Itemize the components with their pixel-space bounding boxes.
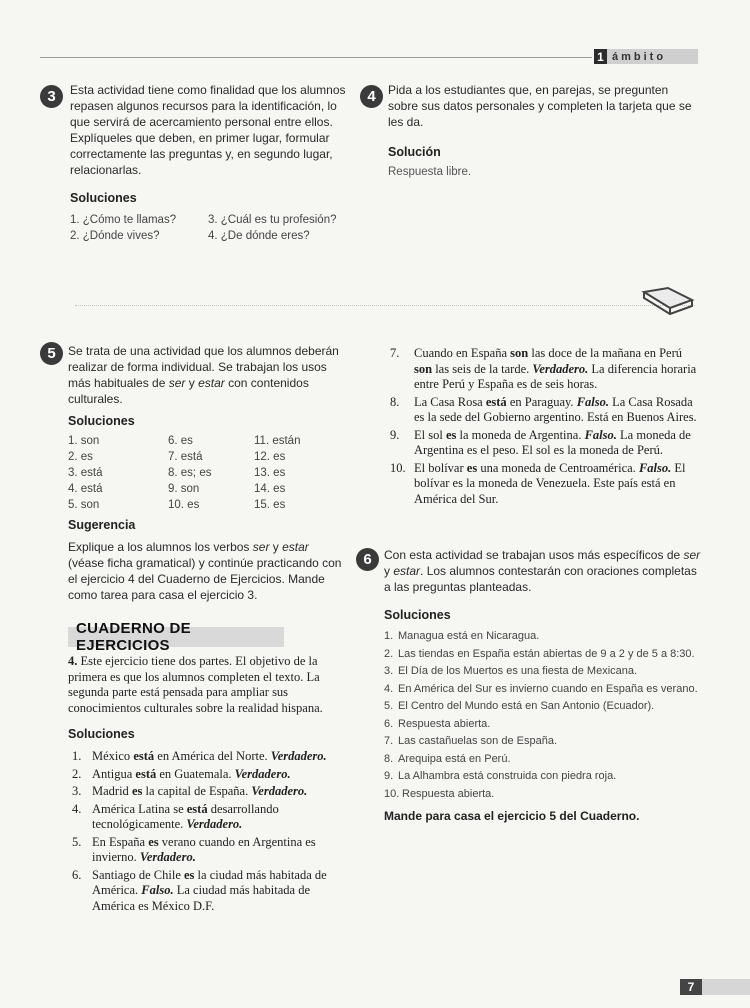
- activity-6: [384, 547, 702, 824]
- item-text: Madrid: [92, 784, 132, 798]
- item-verb: está: [133, 749, 155, 763]
- item-verdict: Falso.: [141, 883, 174, 897]
- list-number: 3.: [384, 665, 394, 677]
- item-verb: son: [414, 361, 433, 376]
- item-verdict: Falso.: [576, 394, 609, 409]
- list-text: El Centro del Mundo está en San Antonio (Ecuador).: [398, 700, 655, 712]
- activity-badge-6: 6: [356, 548, 379, 571]
- solution-item: [384, 647, 702, 663]
- item-text: desarrollando tecnológicamente.: [92, 801, 279, 831]
- list-item: [72, 835, 342, 866]
- list-item: [72, 868, 342, 915]
- cuaderno-title: CUADERNO DE EJERCICIOS: [68, 627, 284, 647]
- list-number: 5.: [72, 834, 82, 849]
- solution-item: 4. ¿De dónde eres?: [208, 230, 310, 242]
- list-text: [92, 767, 291, 783]
- item-verdict: Verdadero.: [234, 766, 291, 781]
- item-text: Antigua: [92, 766, 136, 781]
- list-item: [72, 784, 342, 800]
- solution-item: 8. es; es: [168, 467, 212, 479]
- list-item: [390, 428, 700, 459]
- list-number: 4.: [384, 682, 394, 695]
- intro-estar: estar: [393, 564, 421, 578]
- list-number: 9.: [390, 427, 400, 442]
- list-number: 8.: [390, 394, 400, 409]
- activity-3-solutions: [70, 212, 346, 244]
- book-icon: [640, 286, 698, 320]
- header-rule: [40, 57, 592, 58]
- activity-5-solutions: [68, 433, 346, 513]
- item-text: las seis de la tarde.: [432, 361, 533, 376]
- solution-item: 11. están: [254, 435, 301, 447]
- item-verb: está: [135, 766, 157, 781]
- item-text: en Guatemala.: [156, 766, 235, 781]
- list-text: [92, 835, 342, 866]
- list-number: 7.: [390, 346, 400, 360]
- intro-text: Con esta actividad se trabajan usos más específicos de: [384, 548, 684, 562]
- item-text: El sol: [414, 427, 446, 442]
- solution-item: 14. es: [254, 483, 286, 495]
- sugerencia-ser: ser: [252, 540, 270, 554]
- item-text: la moneda de Argentina.: [456, 427, 585, 442]
- solution-item: 12. es: [254, 451, 286, 463]
- solution-item: [384, 752, 702, 768]
- section-divider: [75, 305, 695, 306]
- solution-item: 9. son: [168, 483, 200, 495]
- item-verdict: Verdadero.: [270, 749, 327, 763]
- item-verb: está: [186, 801, 208, 816]
- solution-item: 2. ¿Dónde vives?: [70, 230, 160, 242]
- item-verb: es: [466, 460, 478, 475]
- item-text: México: [92, 749, 134, 763]
- solution-item: [384, 629, 702, 645]
- list-number: 8.: [384, 752, 394, 765]
- list-text: Arequipa está en Perú.: [398, 752, 511, 765]
- item-text: la capital de España.: [142, 784, 252, 798]
- item-verb: son: [510, 346, 529, 360]
- list-text: [414, 461, 700, 508]
- list-number: 10.: [384, 787, 400, 800]
- list-text: [414, 395, 700, 426]
- sugerencia-text: (véase ficha gramatical) y continúe practicando con el ejercicio 4 del Cuaderno de Ejercicios. Mande como tarea para casa el ejercicio 3.: [68, 556, 342, 602]
- list-number: 5.: [384, 700, 394, 712]
- item-text: En España: [92, 834, 149, 849]
- item-text: en América del Norte.: [154, 749, 271, 763]
- item-verb: es: [184, 867, 195, 882]
- solution-item: 3. ¿Cuál es tu profesión?: [208, 214, 337, 226]
- list-text: Managua está en Nicaragua.: [398, 630, 540, 642]
- list-number: 1.: [72, 749, 82, 763]
- list-number: 2.: [72, 766, 82, 781]
- solution-item: 2. es: [68, 451, 93, 463]
- activity-6-homework: Mande para casa el ejercicio 5 del Cuaderno.: [384, 809, 640, 823]
- activity-badge-4: 4: [360, 85, 383, 108]
- solution-item: 3. está: [68, 467, 103, 479]
- solution-item: 15. es: [254, 499, 286, 511]
- activity-6-solutions: [384, 629, 702, 802]
- intro-text: . Los alumnos contestarán con oraciones completas a las preguntas planteadas.: [384, 564, 697, 594]
- sugerencia-text: y: [269, 540, 283, 554]
- solution-item: 1. ¿Cómo te llamas?: [70, 214, 177, 226]
- item-text: en Paraguay.: [506, 394, 577, 409]
- activity-5-sugerencia-title: Sugerencia: [68, 518, 136, 532]
- item-verdict: Verdadero.: [139, 850, 196, 864]
- list-number: 1.: [384, 630, 394, 642]
- solution-item: 5. son: [68, 499, 100, 511]
- list-number: 6.: [72, 867, 82, 882]
- cuaderno-solutions-title: Soluciones: [68, 727, 135, 741]
- section-number: 1: [594, 49, 607, 64]
- item-text: La Casa Rosa: [414, 394, 486, 409]
- list-item: [72, 802, 342, 833]
- activity-3-intro: Esta actividad tiene como finalidad que los alumnos repasen algunos recursos para la identificación, lo que servirá de acercamiento personal entre ellos. Explíqueles que deben, en primer lugar, formular correctamente las preguntas y, en segundo lugar, relacionarlas.: [70, 83, 346, 177]
- list-number: 9.: [384, 770, 394, 782]
- item-text: la ciudad más habitada de América.: [92, 867, 327, 897]
- intro-text: con contenidos culturales.: [68, 376, 309, 406]
- activity-badge-3: 3: [40, 85, 63, 108]
- item-text: las doce de la mañana en Perú: [528, 346, 682, 360]
- list-text: [414, 428, 700, 459]
- cuaderno-exercise-text: [68, 654, 344, 716]
- item-verb: es: [148, 834, 159, 849]
- section-tag: [594, 49, 698, 64]
- list-number: 3.: [72, 784, 82, 798]
- solution-item: 13. es: [254, 467, 286, 479]
- solution-item: [384, 734, 702, 750]
- item-text: verano cuando en Argentina es invierno.: [92, 834, 316, 864]
- item-text: La Casa Rosada es la sede del Gobierno argentino. Está en Buenos Aires.: [414, 394, 697, 424]
- list-text: Respuesta abierta.: [398, 717, 491, 730]
- item-verb: es: [131, 784, 143, 798]
- exercise-number: 4.: [68, 654, 78, 668]
- activity-6-intro: [384, 547, 702, 595]
- item-text: La diferencia horaria entre Perú y España es de seis horas.: [414, 361, 697, 391]
- activity-5: [68, 343, 346, 603]
- solution-item: [384, 769, 702, 785]
- list-number: 2.: [384, 647, 394, 660]
- item-text: Cuando en España: [414, 346, 511, 360]
- solution-item: 10. es: [168, 499, 200, 511]
- item-text: una moneda de Centroamérica.: [477, 460, 639, 475]
- intro-ser: ser: [683, 548, 701, 562]
- solution-item: [384, 664, 702, 680]
- item-text: La moneda de Argentina es el peso. El sol es la moneda de Perú.: [414, 427, 691, 457]
- solution-item: 6. es: [168, 435, 193, 447]
- sugerencia-text: Explique a los alumnos los verbos: [68, 540, 253, 554]
- intro-ser: ser: [168, 376, 186, 390]
- intro-text: y: [185, 376, 199, 390]
- item-verdict: Verdadero.: [532, 361, 589, 376]
- solution-item: [384, 717, 702, 733]
- item-text: América Latina se: [92, 801, 187, 816]
- cuaderno-list-a: [72, 749, 342, 916]
- item-verdict: Falso.: [638, 460, 672, 475]
- item-verdict: Verdadero.: [186, 817, 243, 831]
- list-number: 4.: [72, 801, 82, 816]
- item-verdict: Falso.: [584, 427, 617, 442]
- item-text: El bolívar: [414, 460, 467, 475]
- solution-item: 4. está: [68, 483, 103, 495]
- activity-4-solution-title: Solución: [388, 145, 441, 159]
- activity-3-solutions-title: Soluciones: [70, 191, 137, 205]
- sugerencia-estar: estar: [282, 540, 309, 554]
- list-item: [390, 395, 700, 426]
- list-text: El Día de los Muertos es una fiesta de Mexicana.: [398, 665, 638, 677]
- activity-6-solutions-title: Soluciones: [384, 608, 451, 622]
- intro-text: Se trata de una actividad que los alumnos deberán realizar de forma individual. Se trabajan los usos más habituales de: [68, 344, 339, 390]
- section-label: ámbito: [612, 50, 667, 63]
- item-verb: es: [445, 427, 457, 442]
- list-text: [92, 784, 307, 800]
- activity-4: [388, 82, 700, 180]
- list-number: 6.: [384, 717, 394, 730]
- activity-4-solution: Respuesta libre.: [388, 166, 472, 178]
- list-text: La Alhambra está construida con piedra roja.: [398, 770, 617, 782]
- solution-item: [384, 682, 702, 698]
- activity-3: [70, 82, 346, 244]
- solution-item: 1. son: [68, 435, 100, 447]
- list-text: [414, 346, 700, 393]
- list-item: [72, 767, 342, 783]
- activity-5-intro: [68, 343, 346, 407]
- exercise-description: Este ejercicio tiene dos partes. El objetivo de la primera es que los alumnos completen el texto. La segunda parte está pensada para ampliar sus conocimientos culturales sobre la realidad hispana.: [68, 654, 323, 715]
- list-text: [92, 749, 327, 765]
- cuaderno-list-b: [390, 346, 700, 509]
- item-text: El bolívar es la moneda de Venezuela. Este país está en América del Sur.: [414, 460, 686, 506]
- page-number: 7: [680, 979, 702, 995]
- item-text: La ciudad más habitada de América es México D.F.: [92, 883, 310, 913]
- item-text: Santiago de Chile: [92, 867, 184, 882]
- list-item: [390, 461, 700, 508]
- cuaderno-exercise: [68, 654, 344, 716]
- activity-4-intro: Pida a los estudiantes que, en parejas, se pregunten sobre sus datos personales y completen la tarjeta que se les da.: [388, 83, 692, 129]
- list-text: Respuesta abierta.: [402, 787, 495, 800]
- activity-5-sugerencia: [68, 539, 346, 603]
- list-item: [390, 346, 700, 393]
- list-text: En América del Sur es invierno cuando en España es verano.: [398, 682, 698, 695]
- solution-item: [384, 699, 702, 715]
- page-strip: [702, 979, 750, 995]
- intro-text: y: [384, 564, 394, 578]
- item-verdict: Verdadero.: [251, 784, 308, 798]
- intro-estar: estar: [198, 376, 225, 390]
- item-verb: está: [485, 394, 507, 409]
- list-text: [92, 868, 342, 915]
- activity-5-solutions-title: Soluciones: [68, 414, 135, 428]
- list-item: [72, 749, 342, 765]
- solution-item: 7. está: [168, 451, 203, 463]
- list-text: Las castañuelas son de España.: [398, 735, 558, 747]
- list-number: 10.: [390, 460, 406, 475]
- list-text: [92, 802, 342, 833]
- activity-badge-5: 5: [40, 342, 63, 365]
- list-text: Las tiendas en España están abiertas de 9 a 2 y de 5 a 8:30.: [398, 647, 695, 660]
- solution-item: [384, 787, 702, 803]
- list-number: 7.: [384, 735, 394, 747]
